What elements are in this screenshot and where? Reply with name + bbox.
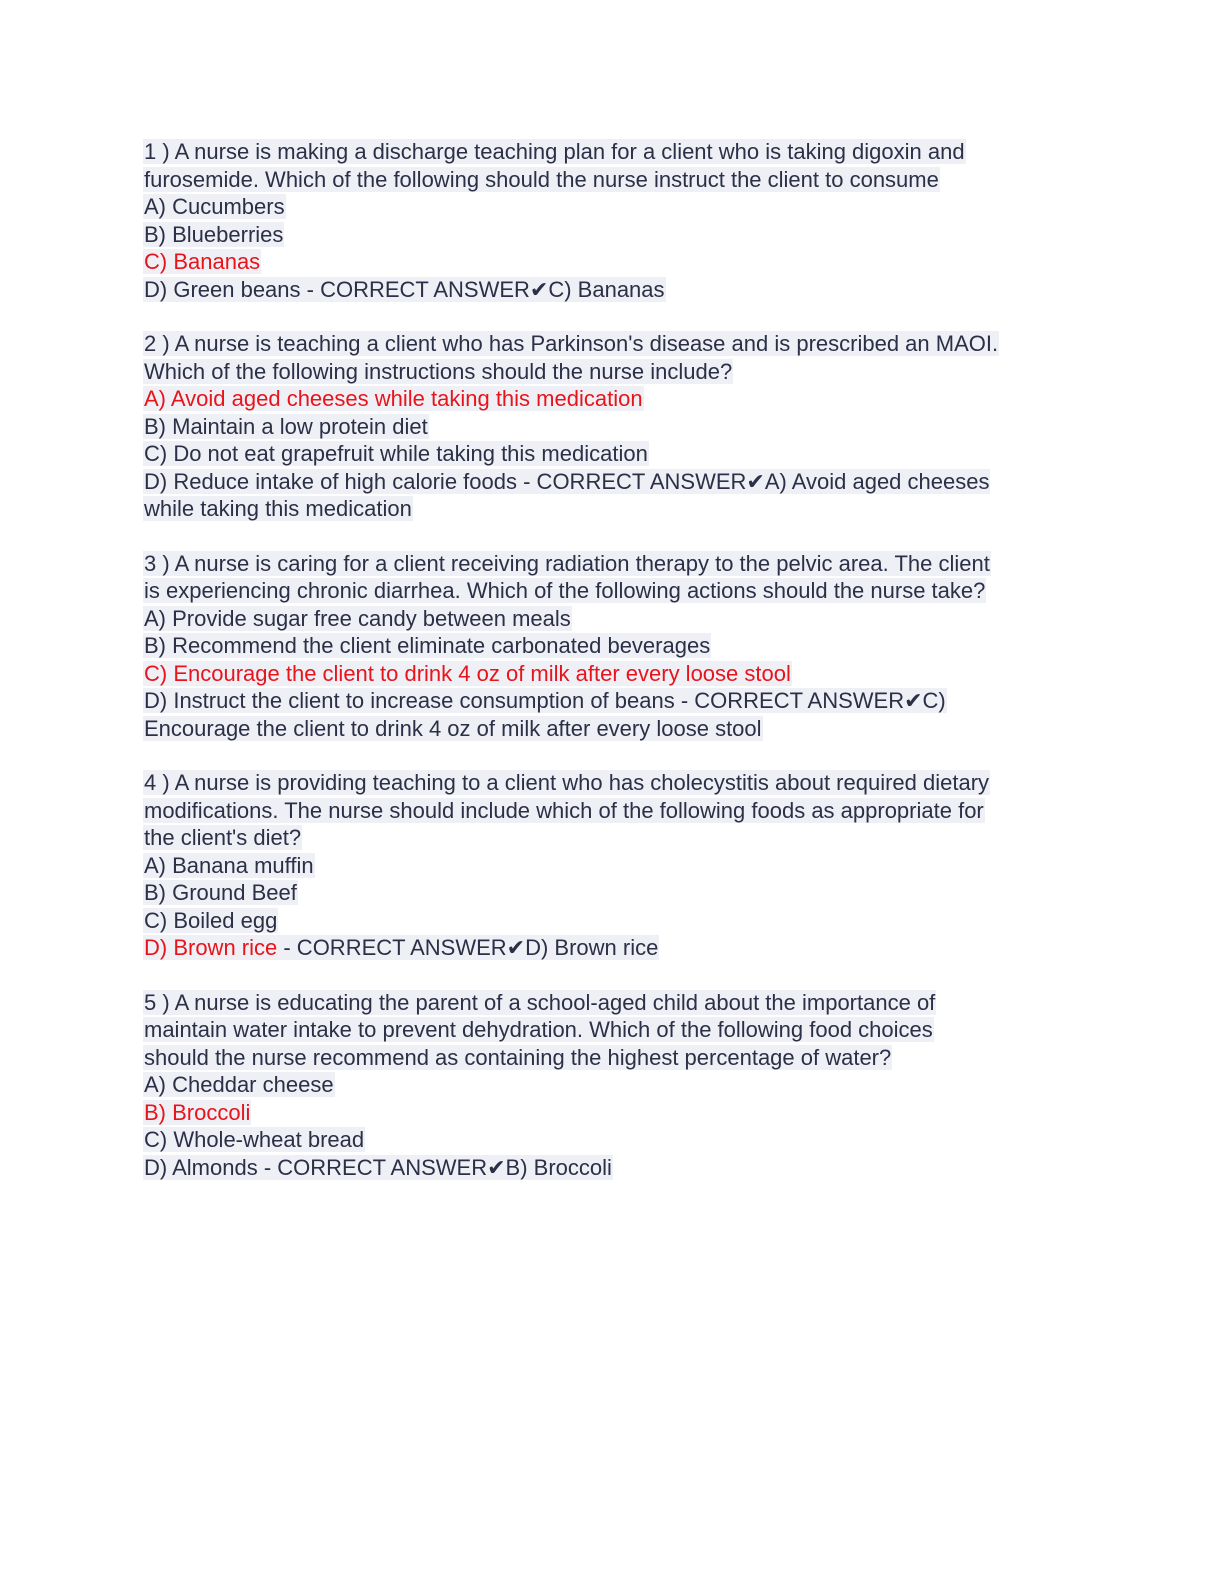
question-stem-line: 5 ) A nurse is educating the parent of a school-aged child about the importance of — [144, 989, 936, 1015]
option-d: D) Green beans — [144, 276, 301, 302]
correct-answer-text: - CORRECT ANSWER✔B) Broccoli — [257, 1154, 612, 1180]
question-stem-line: modifications. The nurse should include which of the following foods as appropriate for — [144, 797, 984, 823]
question-stem-line: 2 ) A nurse is teaching a client who has Parkinson's disease and is prescribed an MAOI. — [144, 331, 999, 356]
document-page — [143, 138, 1083, 1208]
option-a: A) Banana muffin — [144, 852, 314, 878]
question-stem-line: should the nurse recommend as containing the highest percentage of water? — [144, 1044, 892, 1070]
question-stem-line: Which of the following instructions should the nurse include? — [144, 358, 733, 384]
option-c: C) Boiled egg — [144, 907, 278, 933]
correct-answer-text: - CORRECT ANSWER✔C) — [674, 688, 946, 713]
correct-answer-text: - CORRECT ANSWER✔A) Avoid aged cheeses — [517, 468, 990, 494]
question-stem-line: furosemide. Which of the following should the nurse instruct the client to consume — [144, 166, 939, 192]
option-a: A) Cheddar cheese — [144, 1072, 334, 1097]
question-5 — [143, 989, 1083, 1182]
correct-answer-continuation: Encourage the client to drink 4 oz of milk after every loose stool — [144, 715, 762, 741]
option-b: B) Recommend the client eliminate carbonated beverages — [144, 633, 711, 658]
question-stem-line: is experiencing chronic diarrhea. Which of the following actions should the nurse take? — [144, 578, 986, 603]
question-stem-line: the client's diet? — [144, 825, 302, 850]
option-d: D) Almonds — [144, 1154, 258, 1180]
question-stem-line: 3 ) A nurse is caring for a client receiving radiation therapy to the pelvic area. The client — [144, 550, 990, 576]
option-d: D) Reduce intake of high calorie foods — [144, 468, 517, 494]
question-1 — [143, 138, 1083, 303]
option-a: A) Provide sugar free candy between meals — [144, 605, 571, 631]
option-d: D) Instruct the client to increase consumption of beans — [144, 688, 675, 713]
correct-answer-text: - CORRECT ANSWER✔D) Brown rice — [277, 935, 659, 960]
question-4 — [143, 769, 1083, 962]
option-c-correct: C) Bananas — [144, 249, 261, 274]
question-2 — [143, 330, 1083, 523]
correct-answer-text: - CORRECT ANSWER✔C) Bananas — [300, 276, 665, 302]
question-3 — [143, 550, 1083, 743]
option-a: A) Cucumbers — [144, 194, 285, 219]
option-b: B) Blueberries — [144, 221, 284, 247]
option-b-correct: B) Broccoli — [144, 1099, 251, 1125]
option-c: C) Whole-wheat bread — [144, 1127, 365, 1152]
option-a-correct: A) Avoid aged cheeses while taking this medication — [144, 386, 643, 411]
question-stem-line: 4 ) A nurse is providing teaching to a client who has cholecystitis about required dietary — [144, 770, 990, 795]
option-b: B) Maintain a low protein diet — [144, 413, 428, 439]
correct-answer-continuation: while taking this medication — [144, 496, 412, 521]
question-stem-line: 1 ) A nurse is making a discharge teaching plan for a client who is taking digoxin and — [144, 139, 965, 164]
option-c: C) Do not eat grapefruit while taking this medication — [144, 441, 648, 466]
question-stem-line: maintain water intake to prevent dehydration. Which of the following food choices — [144, 1017, 933, 1042]
option-d-correct: D) Brown rice — [144, 935, 278, 960]
option-b: B) Ground Beef — [144, 880, 297, 905]
option-c-correct: C) Encourage the client to drink 4 oz of milk after every loose stool — [144, 660, 791, 686]
